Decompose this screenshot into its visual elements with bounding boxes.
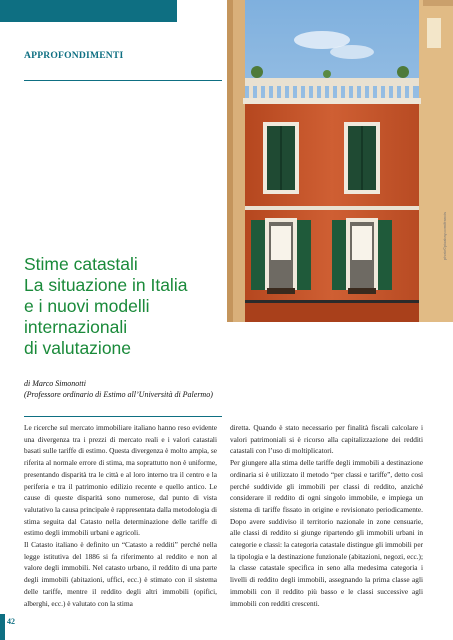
building-photo: [227, 0, 453, 322]
article-title: [24, 254, 229, 359]
section-tag: APPROFONDIMENTI: [24, 50, 124, 61]
photo-credit: photo©pixabay.com/francis: [442, 211, 447, 260]
title-line: di valutazione: [24, 338, 132, 358]
author-name: di Marco Simonotti: [24, 379, 86, 388]
author-affiliation: (Professore ordinario di Estimo all’Università di Palermo): [24, 390, 213, 399]
paragraph: Le ricerche sul mercato immobiliare italiano hanno reso evidente una divergenza tra i prezzi di mercato reali e i valori catastali basati sulle tariffe di estimo. Questa divergenza è molto ampia, se riferita al normale errore di stima, ma soprattutto non è uniforme, presentando disparità tra le città e al loro interno tra il centro e la periferia e tra il patrimonio edilizio recente e quello antico. Le cause di queste disparità sono numerose, dal punto di vista valutativo la causa principale è rappresentata dalla metodologia di stima seguita dal Catasto nella determinazione delle tariffe di estimo degli immobili urbani e agricoli.: [24, 423, 217, 538]
title-line: La situazione in Italia: [24, 275, 188, 295]
page-number-bar: [0, 614, 5, 640]
author-byline: [24, 378, 234, 400]
title-line: internazionali: [24, 317, 128, 337]
paragraph: Per giungere alla stima delle tariffe degli immobili a destinazione ordinaria si è utilizzato il metodo “per classi e tariffe”, detto così perché suddivide gli immobili per classi di reddito, anziché considerare il reddito di ogni singolo immobile, e impiega un sistema di tariffe fissato in origine e revisionato periodicamente. Dopo avere suddiviso il territorio nazionale in zone censuarie, alle classi di reddito si giunge ripartendo gli immobili urbani in categorie e classi: la categoria catastale distingue gli immobili per la tipologia e la destinazione funzionale (abitazioni, negozi, ecc.); la classe catastale specifica in seno alla medesima categoria i livelli di reddito degli immobili, assegnando la prima classe agli immobili con il reddito più basso e le classi successive agli immobili con redditi crescenti.: [230, 458, 423, 608]
title-line: e i nuovi modelli: [24, 296, 150, 316]
header-color-bar: [0, 0, 177, 22]
paragraph: diretta. Quando è stato necessario per finalità fiscali calcolare i valori patrimoniali si è ricorso alla capitalizzazione dei redditi catastali con l’uso di moltiplicatori.: [230, 423, 423, 456]
divider-bottom: [24, 416, 222, 417]
body-column-left: [24, 422, 217, 609]
paragraph: Il Catasto italiano è definito un “Catasto a redditi” perché nella legge istitutiva del 1886 si fa riferimento al reddito e non al valore degli immobili. Nel catasto urbano, il reddito di una parte degli immobili (abitazioni, uffici, ecc.) è stimato con il sistema delle tariffe, mentre il reddito degli altri immobili (opifici, alberghi, ecc.) è valutato con la stima: [24, 540, 217, 608]
body-column-right: [230, 422, 423, 609]
page-number: 42: [7, 617, 15, 626]
divider-top: [24, 80, 222, 81]
title-line: Stime catastali: [24, 254, 138, 274]
